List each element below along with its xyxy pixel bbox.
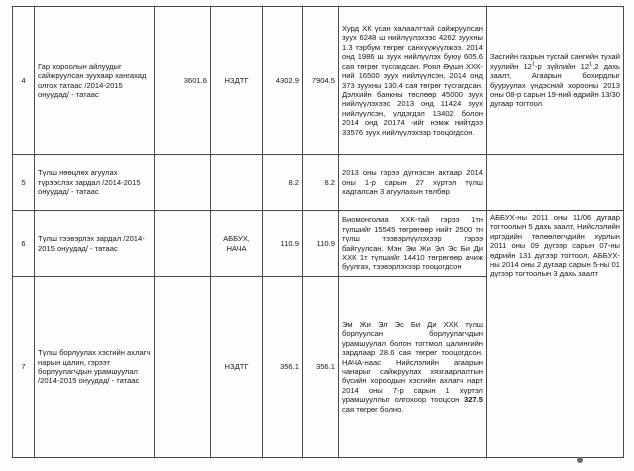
row-value-current: 4302.9 bbox=[263, 7, 303, 155]
row-responsible-unit: АББУХ, НАЧА bbox=[211, 211, 263, 277]
row-number: 7 bbox=[13, 277, 35, 458]
row-value-current: 356.1 bbox=[263, 277, 303, 458]
row-number: 4 bbox=[13, 7, 35, 155]
scan-mark bbox=[577, 457, 583, 463]
row-value-total: 8.2 bbox=[303, 155, 339, 211]
row-value-total: 356.1 bbox=[303, 277, 339, 458]
row-responsible-unit: НЗДТГ bbox=[211, 7, 263, 155]
row-justification: 2013 оны гэрээ дүгнэсэн актаар 2014 оны 1-р сарын 27 хүртэл түлш хадгалсан 3 агуулахын төлбөр bbox=[339, 155, 487, 211]
row-number: 6 bbox=[13, 211, 35, 277]
row-justification: Эм Жи Эл Эс Би Ди ХХК түлш борлуулсан борлуулагчдын урамшуулал болон тогтмол цалингийн зардлаар 28.6 сая төгрөг тооцогдсон. НАЧА-наас Нийслэлийн агаарын чанарыг сайжруулах хязгаарлалтын бүсийн хороодын хэсгийн ахлагч нарт 2014 оны 7-р сарын 1 хүртэл урамшууллыг олгохоор тооцсон 327.5 сая төгрөг болно. bbox=[339, 277, 487, 458]
row-responsible-unit: НЗДТГ bbox=[211, 277, 263, 458]
row-legal-basis: АББУХ-ны 2011 оны 11/06 дугаар тогтоолын 5 дахь заалт, Нийслэлийн иргэдийн төлөөлөгчдийн хурлын 2011 оны 09 дүгээр сарын 07-ны өдрийн 131 дүгээр тогтоол, АББУХ-ны 2014 оны 2 дугаар сарын 5-ны 01 дүгээр тогтоолын 3 дахь заалт bbox=[487, 211, 624, 458]
row-value-current: 110.9 bbox=[263, 211, 303, 277]
row-number: 5 bbox=[13, 155, 35, 211]
row-value-prev bbox=[155, 211, 211, 277]
row-description: Түлш борлуулах хэсгийн ахлагч нарын цалин, гэрээт борлуулагчдын урамшуулал /2014-2015 онуудад/ - татаас bbox=[35, 277, 155, 458]
table-row bbox=[13, 211, 624, 277]
row-value-current: 8.2 bbox=[263, 155, 303, 211]
table-row bbox=[13, 7, 624, 155]
row-description: Түлш нөөцлөх агуулах түрээслэх зардал /2014-2015 онуудад/ - татаас bbox=[35, 155, 155, 211]
row-value-prev bbox=[155, 277, 211, 458]
row-justification: Биомонголиа ХХК-тай гэрээ 1тн түлшийг 15545 төгрөгөөр нийт 2500 тн түлш тээвэрлүүлэхээр гэрээ байгуулсан. Мэн Эм Жи Эл Эс Би Ди ХХК 1т түлшийг 14410 төгрөгөөр ачиж буулгах, тээвэрлэхээр тооцогдсон bbox=[339, 211, 487, 277]
row-description: Гар хороолын айлуудыг сайжруулсан зуухаар хангахад олгох татаас /2014-2015 онуудад/ - татаас bbox=[35, 7, 155, 155]
table-row bbox=[13, 155, 624, 211]
highlight-amount: 327.5 bbox=[463, 395, 483, 405]
row-legal-basis: Засгийн газрын тусгай сангийн тухай хуулийн $12^1-р$ зүйлийн $12^1.2$ дахь заалт, Агаарын бохирдлыг бууруулах үндэсний хорооны 2013 оны 08-р сарын 19-ний өдрийн 13/30 дугаар тогтоол bbox=[487, 7, 624, 155]
row-legal-basis bbox=[487, 155, 624, 211]
row-value-total: 110.9 bbox=[303, 211, 339, 277]
row-value-prev: 3601.6 bbox=[155, 7, 211, 155]
row-justification: Хурд ХК үсан халаалттай сайжруулсан зуух 6248 ш нийлүүлэхээс 4262 зуухны 1.3 тэрбум төгрөг санхүүжүүлжээ. 2014 онд 1986 ш зуух нийлүүлэх буюу 605.6 сая төгрөг түсгагдсан. Роял Өүшн ХХК-ний 16500 зуух нийлүүлсэн, 2014 онд 373 зуухны 130.4 сая төгрөг түсгагдсан. Дэлхийн банкны төслөөр 45000 зуух нийлүүлэхээс 2013 онд 11424 зуух нийлүүлсэн, үлдэгдэл 13402 болон 2014 онд 20174 -ийг нэмж нийтдээ 33576 зуух нийлүүлэхээр тооцогдсон. bbox=[339, 7, 487, 155]
row-value-prev bbox=[155, 155, 211, 211]
row-value-total: 7904.5 bbox=[303, 7, 339, 155]
row-description: Түлш тээвэрлэх зардал /2014-2015 онуудад/ - татаас bbox=[35, 211, 155, 277]
expense-table bbox=[12, 6, 624, 458]
row-responsible-unit bbox=[211, 155, 263, 211]
